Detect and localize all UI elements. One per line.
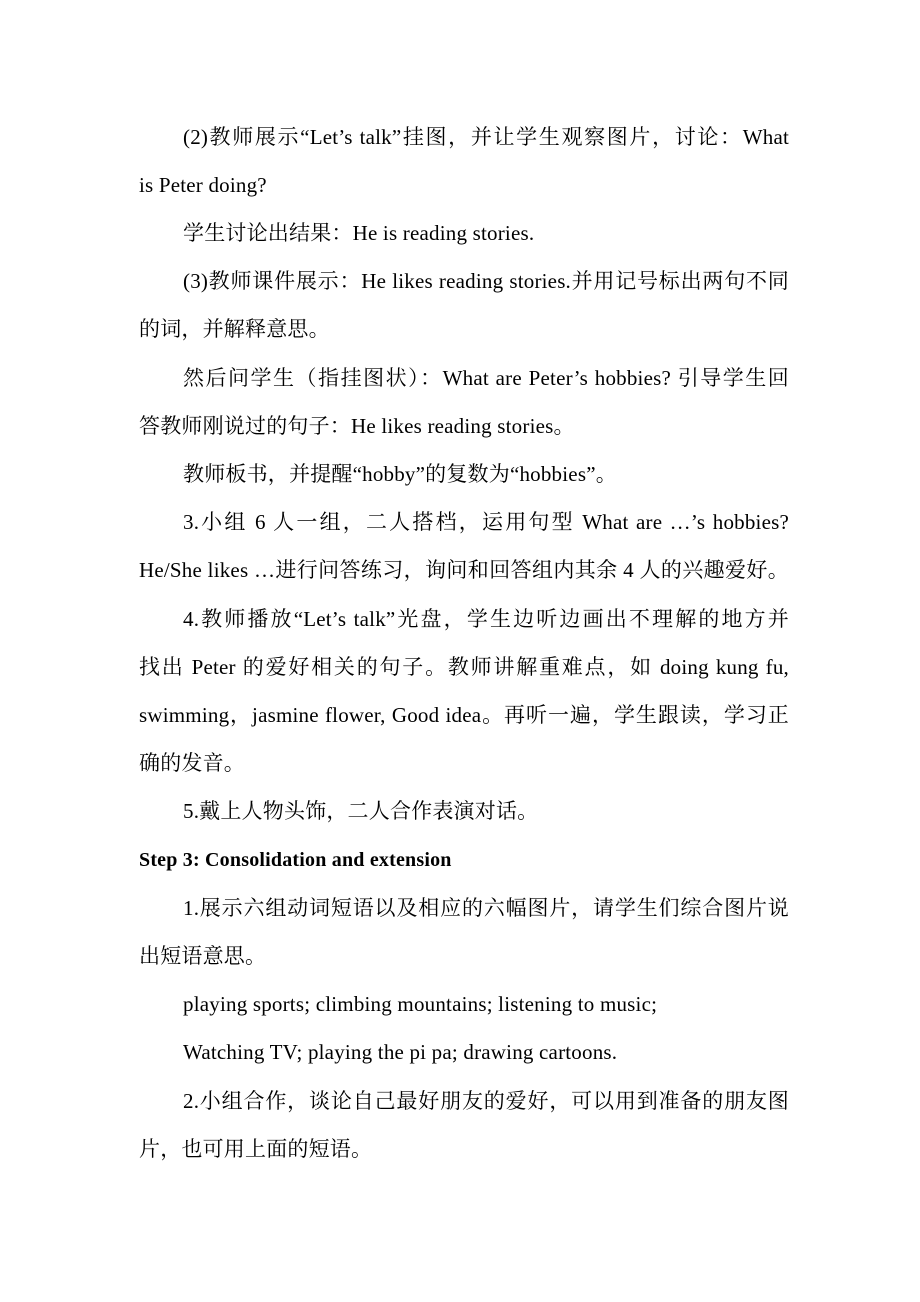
paragraph-line: 确的发音。 <box>139 751 245 775</box>
paragraph-line: 5.戴上人物头饰，二人合作表演对话。 <box>183 799 539 823</box>
section-heading: Step 3: Consolidation and extension <box>139 849 452 871</box>
paragraph-line: 教师板书，并提醒“hobby”的复数为“hobbies”。 <box>183 462 617 486</box>
phrase-list-line: Watching TV; playing the pi pa; drawing cartoons. <box>183 1040 618 1064</box>
paragraph-line: 的词，并解释意思。 <box>139 317 330 341</box>
paragraph-line: is Peter doing? <box>139 173 267 197</box>
paragraph-line: (3)教师课件展示：He likes reading stories.并用记号标出两句不同 <box>183 269 789 293</box>
paragraph-line: 找出 Peter 的爱好相关的句子。教师讲解重难点，如 doing kung fu, <box>139 655 789 679</box>
paragraph-line: 4.教师播放“Let’s talk”光盘，学生边听边画出不理解的地方并 <box>183 607 789 631</box>
paragraph-line: 片，也可用上面的短语。 <box>139 1137 373 1161</box>
paragraph-line: 然后问学生（指挂图状）：What are Peter’s hobbies? 引导学生回 <box>183 366 789 390</box>
paragraph-line: (2)教师展示“Let’s talk”挂图，并让学生观察图片，讨论：What <box>183 125 789 149</box>
paragraph-line: 答教师刚说过的句子：He likes reading stories。 <box>139 414 575 438</box>
paragraph-line: swimming，jasmine flower, Good idea。再听一遍，学生跟读，学习正 <box>139 703 789 727</box>
paragraph-line: He/She likes …进行问答练习，询问和回答组内其余 4 人的兴趣爱好。 <box>139 558 789 582</box>
paragraph-line: 2.小组合作，谈论自己最好朋友的爱好，可以用到准备的朋友图 <box>183 1089 789 1113</box>
paragraph-line: 学生讨论出结果：He is reading stories. <box>183 221 535 245</box>
paragraph-line: 3.小组 6 人一组，二人搭档，运用句型 What are …’s hobbies? <box>183 510 789 534</box>
phrase-list-line: playing sports; climbing mountains; listening to music; <box>183 992 658 1016</box>
paragraph-line: 出短语意思。 <box>139 944 267 968</box>
paragraph-line: 1.展示六组动词短语以及相应的六幅图片，请学生们综合图片说 <box>183 896 789 920</box>
